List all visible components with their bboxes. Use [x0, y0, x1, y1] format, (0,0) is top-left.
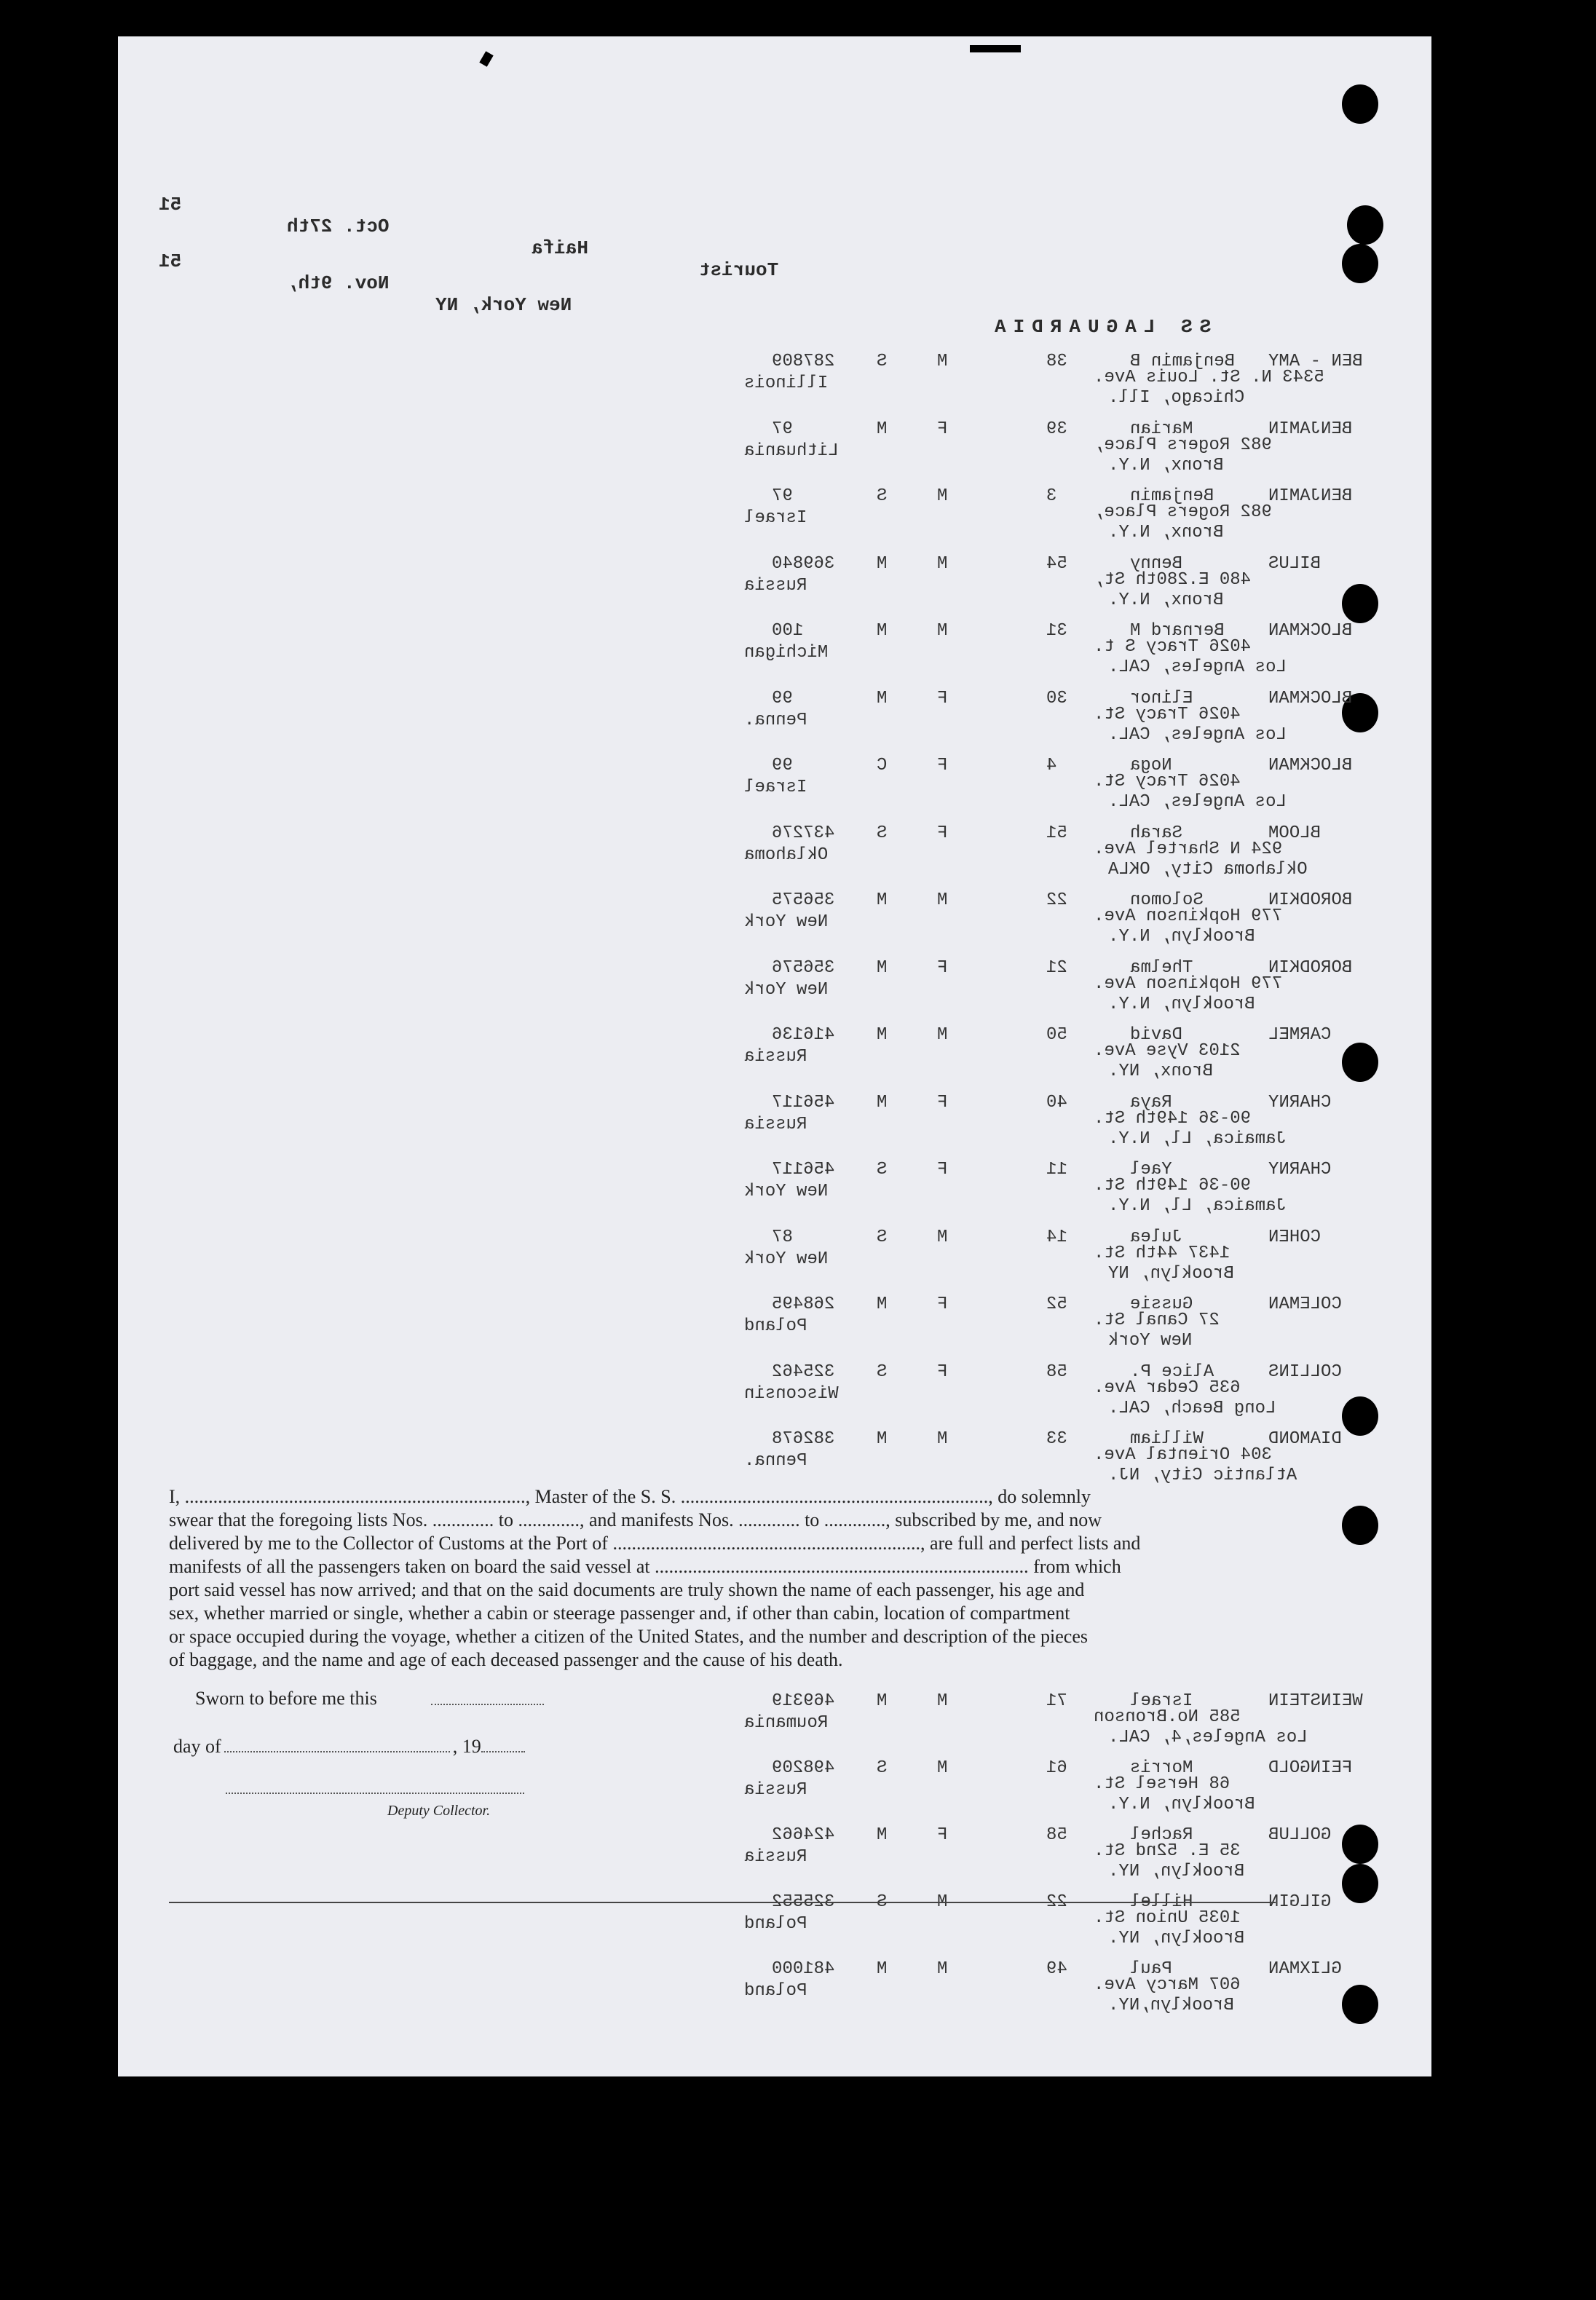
entry-age: 3 — [1046, 486, 1057, 506]
passenger-entry — [715, 957, 1370, 1021]
entry-addr1: 90-36 149th St. — [1094, 1176, 1252, 1196]
entry-place: Poland — [744, 1914, 807, 1934]
entry-addr1: 35 E. 52nd St. — [1094, 1841, 1241, 1861]
entry-num: 456117 — [772, 1092, 835, 1113]
entry-status: M — [877, 553, 888, 574]
entry-age: 22 — [1046, 1892, 1067, 1912]
entry-given: Raya — [1130, 1092, 1172, 1113]
entry-addr2: Bronx, N.Y. — [1108, 590, 1224, 610]
entry-given: David — [1130, 1025, 1183, 1045]
sworn-label: Sworn to before me this — [195, 1688, 377, 1709]
entry-given: Yael — [1130, 1160, 1172, 1179]
entry-place: Poland — [744, 1981, 807, 2001]
entry-age: 51 — [1046, 823, 1067, 843]
entry-status: M — [877, 621, 888, 641]
entry-addr1: 68 Hersel St. — [1094, 1774, 1230, 1794]
entry-num: 382678 — [772, 1429, 835, 1449]
entry-given: Benjamin — [1130, 486, 1214, 506]
entry-num: 469319 — [772, 1691, 835, 1711]
punch-hole — [1342, 84, 1378, 124]
entry-name: BLOOM — [1268, 823, 1322, 843]
entry-place: Michigan — [744, 643, 829, 663]
entry-sex: F — [937, 1092, 948, 1113]
sworn-blank — [431, 1704, 544, 1705]
entry-num: 437276 — [772, 823, 835, 843]
entry-num: 287809 — [772, 352, 835, 371]
entry-addr1: 585 No.Bronson — [1094, 1707, 1241, 1727]
entry-addr2: Brooklyn, NY. — [1108, 1862, 1245, 1881]
entry-place: Poland — [744, 1316, 807, 1336]
entry-given: Israel — [1130, 1691, 1193, 1711]
entry-status: S — [877, 1160, 888, 1179]
oath-line: I, ........................................................................, Master of the S. S. ................................................................., do solemnly — [169, 1486, 1091, 1507]
entry-status: M — [877, 957, 888, 978]
year-blank — [481, 1738, 525, 1752]
passenger-entry — [715, 1362, 1370, 1426]
entry-addr2: Long Beach, CAL. — [1108, 1398, 1276, 1418]
passenger-entry — [715, 1159, 1370, 1223]
day-blank — [224, 1738, 450, 1752]
entry-status: M — [877, 1092, 888, 1113]
entry-addr1: 635 Cedar Ave. — [1094, 1378, 1241, 1398]
entry-age: 22 — [1046, 890, 1067, 910]
oath-line: delivered by me to the Collector of Customs at the Port of ................................................................., are full and perfect lists and — [169, 1533, 1141, 1554]
oath-line: port said vessel has now arrived; and that on the said documents are truly shown the name of each passenger, his age and — [169, 1579, 1085, 1600]
entry-sex: F — [937, 823, 948, 843]
entry-sex: F — [937, 688, 948, 708]
entry-name: BENJAMIN — [1268, 486, 1353, 506]
entry-addr1: 2103 Vyse Ave. — [1094, 1041, 1241, 1061]
passenger-entry — [715, 620, 1370, 684]
passenger-entry — [715, 486, 1370, 550]
entry-given: Elinor — [1130, 688, 1193, 708]
ink-speck — [970, 45, 1021, 52]
passenger-entry — [715, 1428, 1370, 1493]
entry-sex: M — [937, 1429, 948, 1449]
entry-sex: M — [937, 1758, 948, 1778]
oath-line: or space occupied during the voyage, whether a citizen of the United States, and the number and description of the pieces — [169, 1626, 1089, 1647]
entry-addr2: Los Angeles, CAL. — [1108, 724, 1287, 745]
entry-place: Russia — [744, 1114, 807, 1134]
entry-name: COLLINS — [1268, 1362, 1342, 1382]
entry-status: M — [877, 1025, 888, 1045]
entry-place: New York — [744, 1182, 829, 1201]
punch-hole — [1347, 205, 1383, 245]
passenger-entry — [715, 1758, 1370, 1822]
passenger-entry — [715, 823, 1370, 887]
entry-given: Noga — [1130, 756, 1172, 775]
divider-rule — [169, 1902, 1276, 1903]
entry-num: 100 — [772, 621, 804, 641]
entry-age: 31 — [1046, 621, 1067, 641]
entry-name: BEN - AMY — [1268, 352, 1363, 371]
entry-addr1: 90-36 149th St. — [1094, 1108, 1252, 1129]
entry-given: Gussie — [1130, 1295, 1193, 1314]
entry-age: 49 — [1046, 1959, 1067, 1979]
entry-given: Paul — [1130, 1959, 1172, 1979]
entry-given: Sarah — [1130, 823, 1183, 843]
entry-place: Israel — [744, 508, 807, 528]
entry-age: 54 — [1046, 553, 1067, 574]
entry-num: 369840 — [772, 553, 835, 574]
entry-age: 14 — [1046, 1227, 1067, 1247]
entry-sex: M — [937, 1691, 948, 1711]
entry-status: S — [877, 352, 888, 371]
entry-place: New York — [744, 1249, 829, 1269]
entry-sex: M — [937, 1025, 948, 1045]
entry-addr2: Los Angeles,4, CAL. — [1108, 1728, 1308, 1747]
entry-num: 99 — [772, 756, 793, 775]
entry-place: Wisconsin — [744, 1383, 839, 1404]
entry-place: Russia — [744, 1047, 807, 1067]
punch-hole — [1342, 1506, 1378, 1545]
entry-sex: M — [937, 1227, 948, 1247]
entry-addr2: Los Angeles, CAL. — [1108, 792, 1287, 812]
entry-sex: F — [937, 1825, 948, 1845]
passenger-entry — [715, 1024, 1370, 1088]
entry-place: Israel — [744, 778, 807, 797]
entry-addr2: Bronx, N.Y. — [1108, 523, 1224, 542]
entry-given: Benny — [1130, 553, 1183, 574]
entry-age: 38 — [1046, 352, 1067, 371]
entry-sex: F — [937, 1160, 948, 1179]
passenger-entry — [715, 1691, 1370, 1755]
entry-status: S — [877, 1362, 888, 1382]
entry-sex: M — [937, 1892, 948, 1912]
entry-name: CHARNY — [1268, 1092, 1332, 1113]
entry-addr2: Jamaica, Ll, N.Y. — [1108, 1129, 1287, 1149]
entry-place: Lithuania — [744, 440, 839, 461]
entry-num: 325462 — [772, 1362, 835, 1382]
entry-age: 4 — [1046, 756, 1057, 775]
deputy-collector-label: Deputy Collector. — [387, 1803, 491, 1819]
entry-addr2: Atlantic City, NJ. — [1108, 1466, 1297, 1485]
entry-sex: F — [937, 419, 948, 439]
entry-age: 33 — [1046, 1429, 1067, 1449]
entry-num: 97 — [772, 419, 793, 439]
entry-age: 58 — [1046, 1825, 1067, 1845]
entry-status: S — [877, 1892, 888, 1912]
entry-sex: M — [937, 553, 948, 574]
entry-addr1: 607 Marcy Ave. — [1094, 1975, 1241, 1995]
entry-name: BLOCKMAN — [1268, 756, 1353, 775]
entry-sex: M — [937, 621, 948, 641]
entry-age: 30 — [1046, 688, 1067, 708]
entry-given: Bernard M — [1130, 621, 1225, 641]
entry-age: 58 — [1046, 1362, 1067, 1382]
entry-name: COLEMAN — [1268, 1295, 1342, 1314]
entry-given: Thelma — [1130, 957, 1193, 978]
punch-hole — [1342, 244, 1378, 283]
year-text: , 19 — [452, 1736, 481, 1757]
entry-num: 325552 — [772, 1892, 835, 1912]
entry-sex: M — [937, 890, 948, 910]
entry-addr1: 4026 Tracy S t. — [1094, 637, 1252, 657]
entry-status: S — [877, 486, 888, 506]
entry-status: C — [877, 756, 888, 775]
day-of-text: day of — [173, 1736, 221, 1757]
oath-line: sex, whether married or single, whether a cabin or steerage passenger and, if other than cabin, location of compartment — [169, 1603, 1070, 1624]
entry-name: BORODKIN — [1268, 890, 1353, 910]
entry-sex: F — [937, 1295, 948, 1314]
entry-given: Hillel — [1130, 1892, 1193, 1912]
entry-age: 39 — [1046, 419, 1067, 439]
entry-sex: M — [937, 1959, 948, 1979]
entry-num: 456117 — [772, 1160, 835, 1179]
passenger-entry — [715, 1294, 1370, 1358]
entry-status: M — [877, 1295, 888, 1314]
entry-name: BENJAMIN — [1268, 419, 1353, 439]
entry-num: 356575 — [772, 890, 835, 910]
entry-name: FEINGOLD — [1268, 1758, 1353, 1778]
entry-age: 40 — [1046, 1092, 1067, 1113]
entry-addr2: Brooklyn, N.Y. — [1108, 1795, 1255, 1814]
entry-place: Roumania — [744, 1713, 829, 1733]
entry-addr2: Jamaica, Ll, N.Y. — [1108, 1196, 1287, 1216]
entry-age: 61 — [1046, 1758, 1067, 1778]
entry-given: Julea — [1130, 1227, 1183, 1247]
entry-given: Benjamin B — [1130, 352, 1236, 371]
passenger-entry — [715, 1092, 1370, 1156]
entry-addr1: 27 Canal St. — [1094, 1311, 1220, 1330]
entry-status: S — [877, 1227, 888, 1247]
entry-status: M — [877, 419, 888, 439]
entry-given: Morris — [1130, 1758, 1193, 1778]
entry-addr2: Bronx, N.Y. — [1108, 455, 1224, 475]
entry-addr2: Brooklyn,NY. — [1108, 1996, 1234, 2015]
passenger-entry — [715, 688, 1370, 752]
entry-place: Oklahoma — [744, 845, 829, 865]
entry-name: GLIXMAN — [1268, 1959, 1342, 1979]
entry-addr1: 5343 N. St. Louis Ave. — [1094, 368, 1324, 387]
entry-num: 268495 — [772, 1295, 835, 1314]
entry-given: Marian — [1130, 419, 1193, 439]
entry-num: 498209 — [772, 1758, 835, 1778]
entry-num: 416136 — [772, 1025, 835, 1045]
entry-age: 52 — [1046, 1295, 1067, 1314]
passenger-entry — [715, 351, 1370, 415]
master-oath — [169, 1485, 1283, 1672]
entry-addr2: Brooklyn, N.Y. — [1108, 994, 1255, 1014]
day-of-label — [173, 1736, 525, 1758]
entry-place: New York — [744, 912, 829, 932]
entry-status: S — [877, 823, 888, 843]
entry-place: New York — [744, 979, 829, 1000]
entry-name: BLOCKMAN — [1268, 688, 1353, 708]
entry-addr1: 480 E.280th St, — [1094, 569, 1252, 590]
entry-num: 87 — [772, 1227, 793, 1247]
entry-age: 11 — [1046, 1160, 1067, 1179]
entry-status: S — [877, 1758, 888, 1778]
entry-addr2: Oklahoma City, OKLA — [1108, 859, 1308, 880]
entry-num: 424662 — [772, 1825, 835, 1845]
entry-sex: M — [937, 486, 948, 506]
signature-line — [226, 1793, 524, 1794]
ink-speck — [479, 51, 493, 67]
entry-status: M — [877, 1691, 888, 1711]
entry-name: GILGIN — [1268, 1892, 1332, 1912]
entry-status: M — [877, 1959, 888, 1979]
entry-sex: M — [937, 352, 948, 371]
entry-status: M — [877, 1825, 888, 1845]
entry-addr1: 779 Hopkinson Ave. — [1094, 906, 1283, 926]
entry-addr1: 304 Oriental Ave. — [1094, 1445, 1272, 1465]
entry-num: 99 — [772, 688, 793, 708]
oath-line: manifests of all the passengers taken on board the said vessel at ............................................................................... from which — [169, 1556, 1121, 1577]
entry-addr1: 1035 Union St. — [1094, 1908, 1241, 1928]
entry-given: Solomon — [1130, 890, 1204, 910]
entry-place: Penna. — [744, 1451, 807, 1471]
entry-status: M — [877, 688, 888, 708]
oath-line: swear that the foregoing lists Nos. ............. to ............., and manifests Nos. ............. to ............., subscribed by me, and now — [169, 1509, 1102, 1530]
passenger-entry — [715, 1825, 1370, 1889]
passenger-entry — [715, 890, 1370, 954]
entry-name: COHEN — [1268, 1227, 1322, 1247]
passenger-entry — [715, 755, 1370, 819]
entry-given: Alice P. — [1130, 1362, 1214, 1382]
entry-place: Illinois — [744, 374, 829, 393]
entry-name: WEINSTEIN — [1268, 1691, 1363, 1711]
entry-addr1: 982 Rogers Place, — [1094, 502, 1272, 522]
entry-num: 97 — [772, 486, 793, 506]
manifest-page — [118, 36, 1431, 2076]
entry-addr2: Brooklyn, N.Y. — [1108, 927, 1255, 947]
entry-addr1: 1437 44th St. — [1094, 1243, 1230, 1263]
entry-addr2: Bronx, NY. — [1108, 1062, 1214, 1081]
entry-name: GOLLUB — [1268, 1825, 1332, 1845]
entry-addr1: 982 Rogers Place, — [1094, 435, 1272, 455]
entry-name: DIAMOND — [1268, 1429, 1342, 1449]
entry-num: 481000 — [772, 1959, 835, 1979]
entry-addr2: Brooklyn, NY — [1108, 1263, 1234, 1284]
entry-addr2: Brooklyn, NY. — [1108, 1929, 1245, 1948]
entry-addr2: Chicago, Ill. — [1108, 388, 1245, 408]
entry-age: 71 — [1046, 1691, 1067, 1711]
entry-addr1: 779 Hopkinson Ave. — [1094, 973, 1283, 994]
entry-given: Rachel — [1130, 1825, 1193, 1845]
entry-sex: F — [937, 1362, 948, 1382]
entry-sex: F — [937, 957, 948, 978]
entry-addr1: 4026 Tracy St. — [1094, 772, 1241, 791]
passenger-entry — [715, 553, 1370, 617]
header-line-2: 51 Nov. 9th, New York, NY SS LAGUARDIA — [159, 250, 1212, 338]
entry-name: BLOCKMAN — [1268, 621, 1353, 641]
passenger-entry — [715, 419, 1370, 483]
entry-name: BORODKIN — [1268, 957, 1353, 978]
entry-place: Penna. — [744, 710, 807, 730]
entry-place: Russia — [744, 1847, 807, 1867]
oath-line: of baggage, and the name and age of each deceased passenger and the cause of his death. — [169, 1649, 843, 1670]
entry-age: 50 — [1046, 1025, 1067, 1045]
entry-addr1: 924 N Shartel Ave. — [1094, 839, 1283, 859]
entry-status: M — [877, 1429, 888, 1449]
entry-name: CHARNY — [1268, 1160, 1332, 1179]
entry-age: 21 — [1046, 957, 1067, 978]
header-line-1: 51 Oct. 27th Haifa Tourist — [159, 194, 779, 281]
entry-place: Russia — [744, 575, 807, 596]
entry-sex: F — [937, 756, 948, 775]
entry-addr2: Los Angeles, CAL. — [1108, 657, 1287, 677]
entry-given: William — [1130, 1429, 1204, 1449]
entry-name: CARMEL — [1268, 1025, 1332, 1045]
entry-place: Russia — [744, 1780, 807, 1800]
entry-addr1: 4026 Tracy St. — [1094, 704, 1241, 724]
entry-addr2: New York — [1108, 1331, 1193, 1351]
entry-num: 356576 — [772, 957, 835, 978]
passenger-entry — [715, 1227, 1370, 1291]
entry-name: BILUS — [1268, 553, 1322, 574]
passenger-entry — [715, 1959, 1370, 2023]
entry-status: M — [877, 890, 888, 910]
